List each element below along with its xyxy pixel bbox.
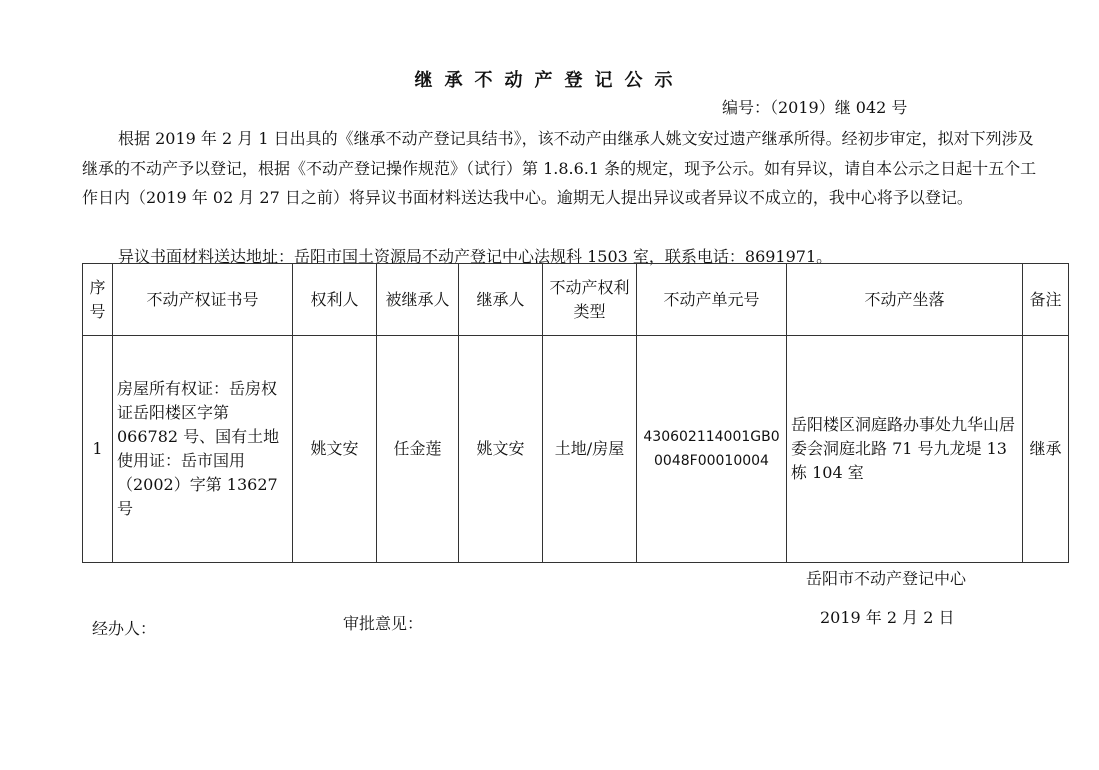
cell-deceased: 任金莲 (377, 336, 459, 563)
cell-right-type: 土地/房屋 (543, 336, 637, 563)
cell-cert: 房屋所有权证：岳房权证岳阳楼区字第 066782 号、国有土地使用证：岳市国用（2002）字第 13627 号 (113, 336, 293, 563)
table-row (83, 336, 1069, 563)
cell-heir: 姚文安 (459, 336, 543, 563)
cell-remark: 继承 (1023, 336, 1069, 563)
header-remark: 备注 (1023, 264, 1069, 336)
header-cert: 不动产权证书号 (113, 264, 293, 336)
handler-label: 经办人： (92, 619, 157, 638)
header-seq: 序号 (83, 264, 113, 336)
header-location: 不动产坐落 (787, 264, 1023, 336)
approval-label: 审批意见： (343, 614, 424, 633)
table-header-row (83, 264, 1069, 336)
header-deceased: 被继承人 (377, 264, 459, 336)
cell-unit-no: 430602114001GB00048F00010004 (637, 336, 787, 563)
cell-location: 岳阳楼区洞庭路办事处九华山居委会洞庭北路 71 号九龙堤 13 栋 104 室 (787, 336, 1023, 563)
cell-holder: 姚文安 (293, 336, 377, 563)
header-heir: 继承人 (459, 264, 543, 336)
issuing-organization: 岳阳市不动产登记中心 (806, 569, 967, 588)
document-number: 编号：（2019）继 042 号 (722, 98, 908, 117)
notice-table (82, 263, 1069, 563)
issue-date: 2019 年 2 月 2 日 (820, 608, 955, 627)
document-title: 继承不动产登记公示 (414, 70, 685, 91)
header-right-type: 不动产权利类型 (543, 264, 637, 336)
header-unit-no: 不动产单元号 (637, 264, 787, 336)
cell-seq: 1 (83, 336, 113, 563)
header-holder: 权利人 (293, 264, 377, 336)
objection-address-line: 异议书面材料送达地址：岳阳市国土资源局不动产登记中心法规科 1503 室，联系电话：8691971。 (118, 247, 833, 266)
notice-body-paragraph: 根据 2019 年 2 月 1 日出具的《继承不动产登记具结书》，该不动产由继承人姚文安过遗产继承所得。经初步审定，拟对下列涉及继承的不动产予以登记，根据《不动产登记操作规范》（试行）第 1.8.6.1 条的规定，现予公示。如有异议，请自本公示之日起十五个工作日内（2019 年 02 月 27 日之前）将异议书面材料送达我中心。逾期无人提出异议或者异议不成立的，我中心将予以登记。 (82, 129, 1037, 207)
